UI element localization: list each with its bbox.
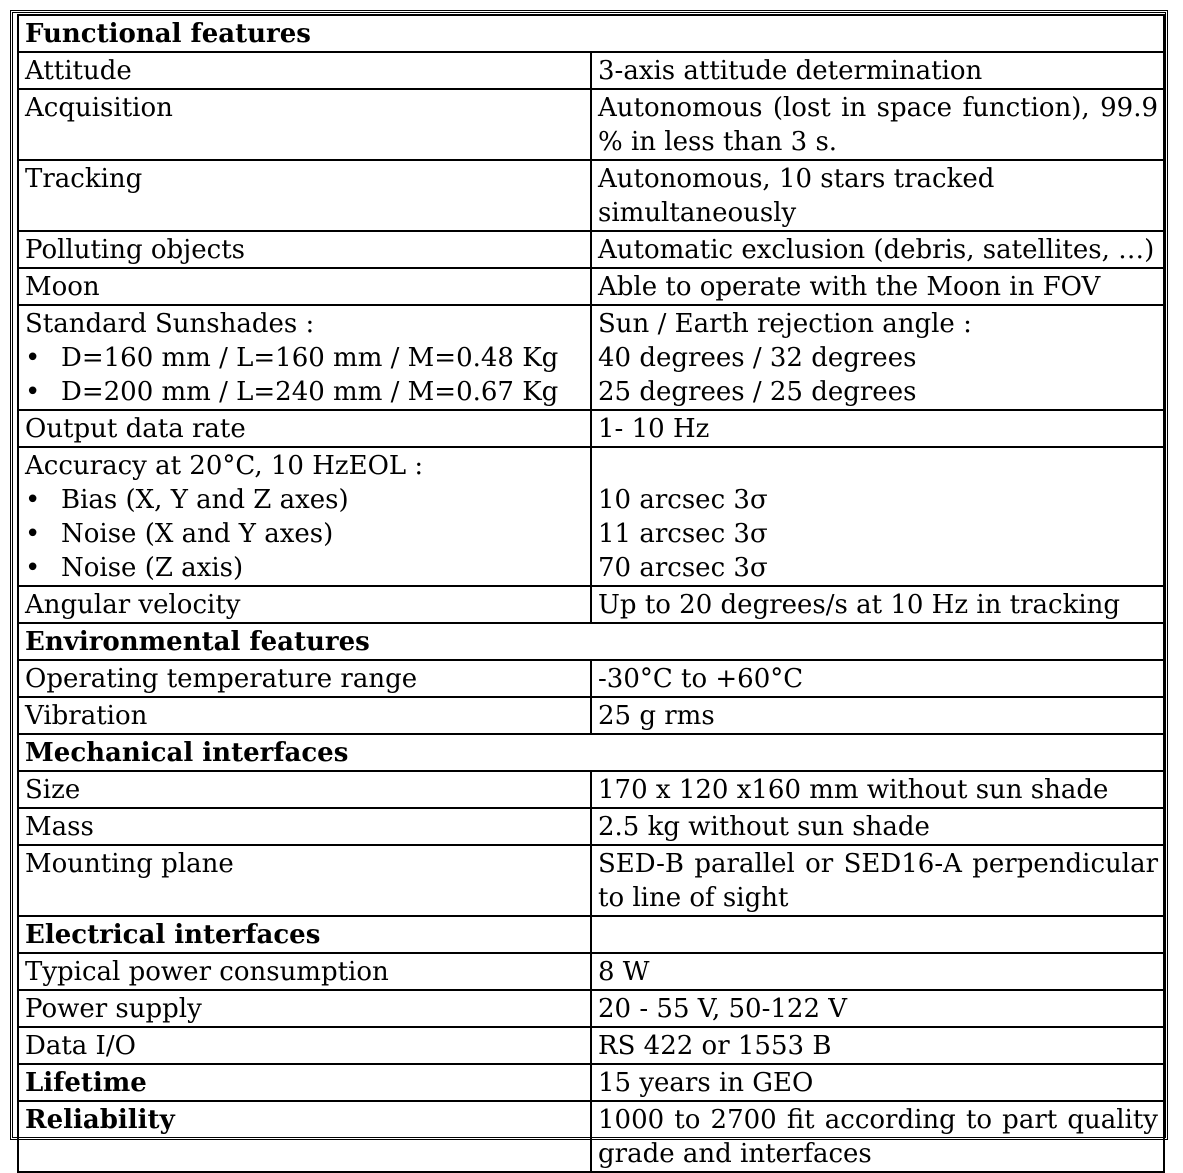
bullet-icon: •: [25, 553, 41, 583]
bullet-item: [25, 551, 585, 585]
row-label: Data I/O: [18, 1027, 591, 1064]
section-title: Environmental features: [18, 623, 1164, 660]
row-label: Typical power consumption: [18, 953, 591, 990]
table-row: [18, 586, 1164, 623]
row-value: -30°C to +60°C: [591, 660, 1164, 697]
table-row: [18, 845, 1164, 916]
section-row-mechanical: [18, 734, 1164, 771]
row-label: Vibration: [18, 697, 591, 734]
row-value: 70 arcsec 3σ: [598, 553, 768, 583]
table-row: [18, 660, 1164, 697]
bullet-item: [25, 517, 585, 551]
row-value: 3-axis attitude determination: [591, 52, 1164, 89]
bullet-text: D=160 mm / L=160 mm / M=0.48 Kg: [61, 343, 559, 373]
table-row: [18, 89, 1164, 160]
table-row: [18, 231, 1164, 268]
row-value: 170 x 120 x160 mm without sun shade: [591, 771, 1164, 808]
section-title: Mechanical interfaces: [18, 734, 1164, 771]
bullet-text: Bias (X, Y and Z axes): [61, 485, 349, 515]
row-label: Tracking: [18, 160, 591, 231]
table-row: [18, 305, 1164, 410]
row-label: Standard Sunshades :: [25, 309, 315, 339]
table-row: [18, 1064, 1164, 1101]
table-row: [18, 953, 1164, 990]
bullet-item: [25, 341, 585, 375]
row-label: Mounting plane: [18, 845, 591, 916]
bullet-icon: •: [25, 343, 41, 373]
row-value: [591, 916, 1164, 953]
spec-table: [17, 14, 1165, 1173]
row-value: 25 degrees / 25 degrees: [598, 377, 917, 407]
row-label-group: [18, 305, 591, 410]
row-label: Mass: [18, 808, 591, 845]
table-row: [18, 52, 1164, 89]
row-value: [598, 449, 1158, 483]
row-label: Power supply: [18, 990, 591, 1027]
table-row: [18, 410, 1164, 447]
table-row: [18, 1027, 1164, 1064]
table-row: [18, 808, 1164, 845]
row-label: Accuracy at 20°C, 10 HzEOL :: [25, 451, 424, 481]
table-row: [18, 160, 1164, 231]
row-value: 11 arcsec 3σ: [598, 519, 768, 549]
row-label: Angular velocity: [18, 586, 591, 623]
row-value: Sun / Earth rejection angle :: [598, 309, 972, 339]
row-value: 40 degrees / 32 degrees: [598, 343, 917, 373]
row-value: 1000 to 2700 fit according to part quality grade and interfaces: [591, 1101, 1164, 1172]
row-label: Operating temperature range: [18, 660, 591, 697]
table-row: [18, 268, 1164, 305]
table-row: [18, 447, 1164, 586]
bullet-text: Noise (X and Y axes): [61, 519, 334, 549]
row-label: Size: [18, 771, 591, 808]
row-label: Moon: [18, 268, 591, 305]
section-row-electrical: [18, 916, 1164, 953]
row-value: 25 g rms: [591, 697, 1164, 734]
table-row: [18, 990, 1164, 1027]
row-value: Autonomous, 10 stars tracked simultaneously: [591, 160, 1164, 231]
row-label: Attitude: [18, 52, 591, 89]
table-row: [18, 697, 1164, 734]
row-value: 2.5 kg without sun shade: [591, 808, 1164, 845]
row-label: Output data rate: [18, 410, 591, 447]
row-label: Reliability: [18, 1101, 591, 1172]
section-row-environmental: [18, 623, 1164, 660]
row-value-group: [591, 447, 1164, 586]
row-label-group: [18, 447, 591, 586]
row-value: 8 W: [591, 953, 1164, 990]
row-value: Automatic exclusion (debris, satellites, …): [591, 231, 1164, 268]
row-value: 1- 10 Hz: [591, 410, 1164, 447]
row-value: Up to 20 degrees/s at 10 Hz in tracking: [591, 586, 1164, 623]
section-row-functional: [18, 15, 1164, 52]
row-value: 15 years in GEO: [591, 1064, 1164, 1101]
table-row: [18, 771, 1164, 808]
bullet-text: D=200 mm / L=240 mm / M=0.67 Kg: [61, 377, 559, 407]
row-value: Able to operate with the Moon in FOV: [591, 268, 1164, 305]
row-label: Acquisition: [18, 89, 591, 160]
bullet-icon: •: [25, 485, 41, 515]
row-value-group: [591, 305, 1164, 410]
bullet-item: [25, 483, 585, 517]
bullet-icon: •: [25, 377, 41, 407]
row-label: Lifetime: [18, 1064, 591, 1101]
row-value: RS 422 or 1553 B: [591, 1027, 1164, 1064]
bullet-text: Noise (Z axis): [61, 553, 244, 583]
section-title: Electrical interfaces: [18, 916, 591, 953]
row-value: 20 - 55 V, 50-122 V: [591, 990, 1164, 1027]
row-label: Polluting objects: [18, 231, 591, 268]
section-title: Functional features: [18, 15, 1164, 52]
table-row: [18, 1101, 1164, 1172]
row-value: SED-B parallel or SED16-A perpendicular to line of sight: [591, 845, 1164, 916]
bullet-icon: •: [25, 519, 41, 549]
row-value: Autonomous (lost in space function), 99.9 % in less than 3 s.: [591, 89, 1164, 160]
row-value: 10 arcsec 3σ: [598, 485, 768, 515]
bullet-item: [25, 375, 585, 409]
